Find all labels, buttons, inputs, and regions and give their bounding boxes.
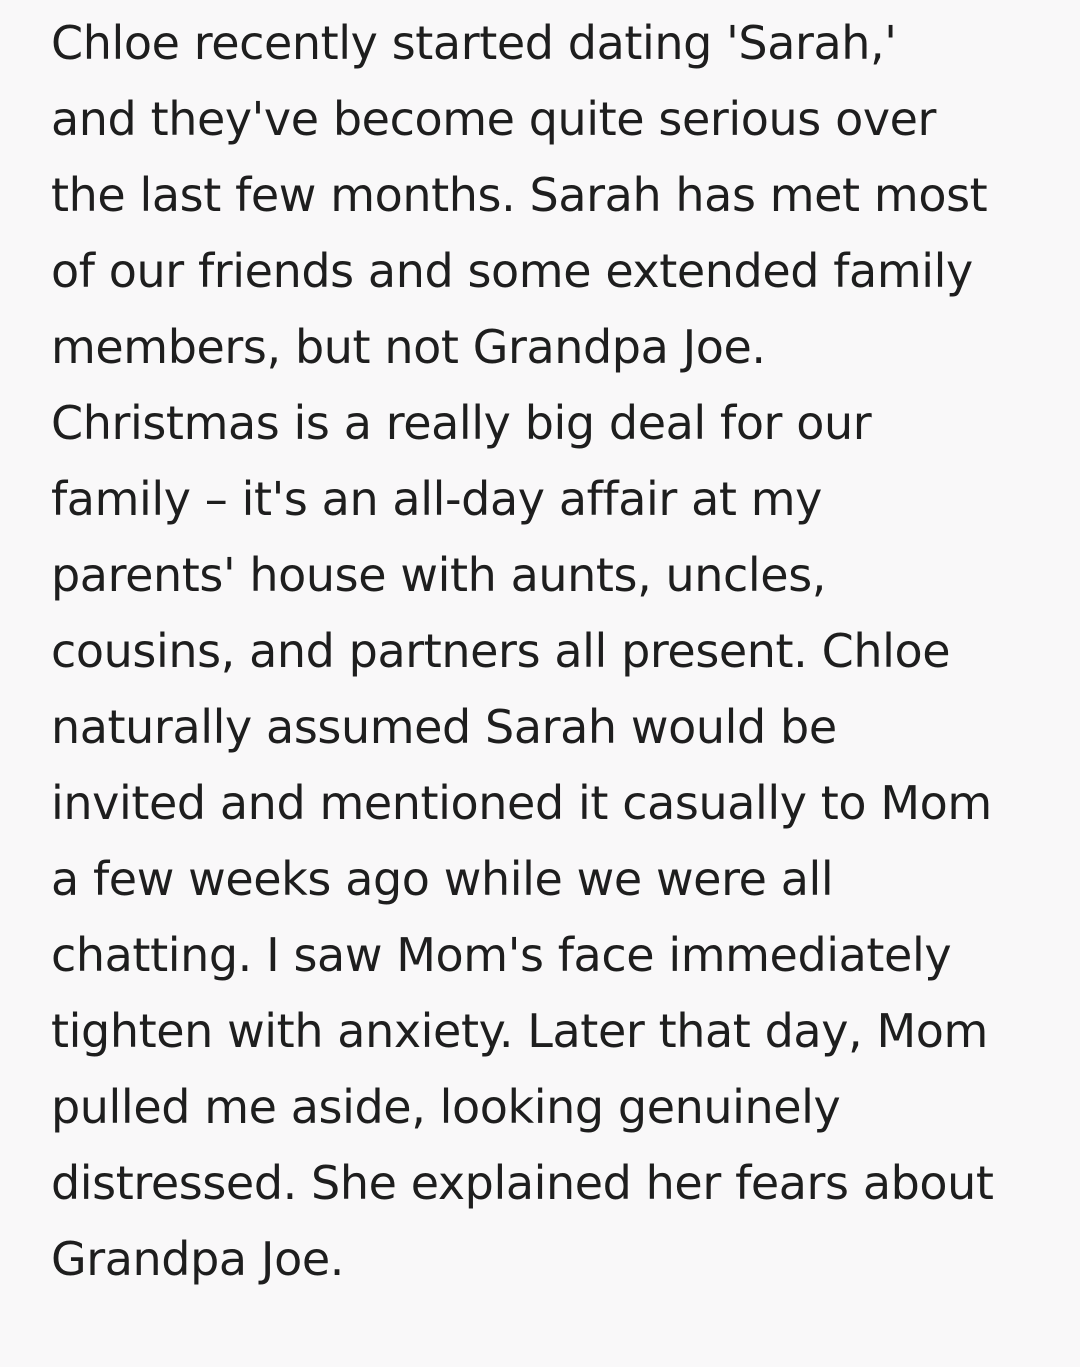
story-line-7: family – it's an all-day affair at my [51, 472, 822, 526]
story-line-16: distressed. She explained her fears about [51, 1156, 994, 1210]
story-line-13: chatting. I saw Mom's face immediately [51, 928, 952, 982]
story-line-4: of our friends and some extended family [51, 244, 973, 298]
story-line-10: naturally assumed Sarah would be [51, 700, 837, 754]
story-line-2: and they've become quite serious over [51, 92, 937, 146]
story-line-1: Chloe recently started dating 'Sarah,' [51, 16, 897, 70]
story-line-17: Grandpa Joe. [51, 1232, 344, 1286]
story-line-6: Christmas is a really big deal for our [51, 396, 872, 450]
story-line-9: cousins, and partners all present. Chloe [51, 624, 951, 678]
story-line-12: a few weeks ago while we were all [51, 852, 834, 906]
story-line-3: the last few months. Sarah has met most [51, 168, 988, 222]
story-text [51, 5, 1061, 1297]
story-line-14: tighten with anxiety. Later that day, Mom [51, 1004, 988, 1058]
story-line-5: members, but not Grandpa Joe. [51, 320, 766, 374]
story-line-8: parents' house with aunts, uncles, [51, 548, 826, 602]
story-line-15: pulled me aside, looking genuinely [51, 1080, 841, 1134]
story-line-11: invited and mentioned it casually to Mom [51, 776, 992, 830]
